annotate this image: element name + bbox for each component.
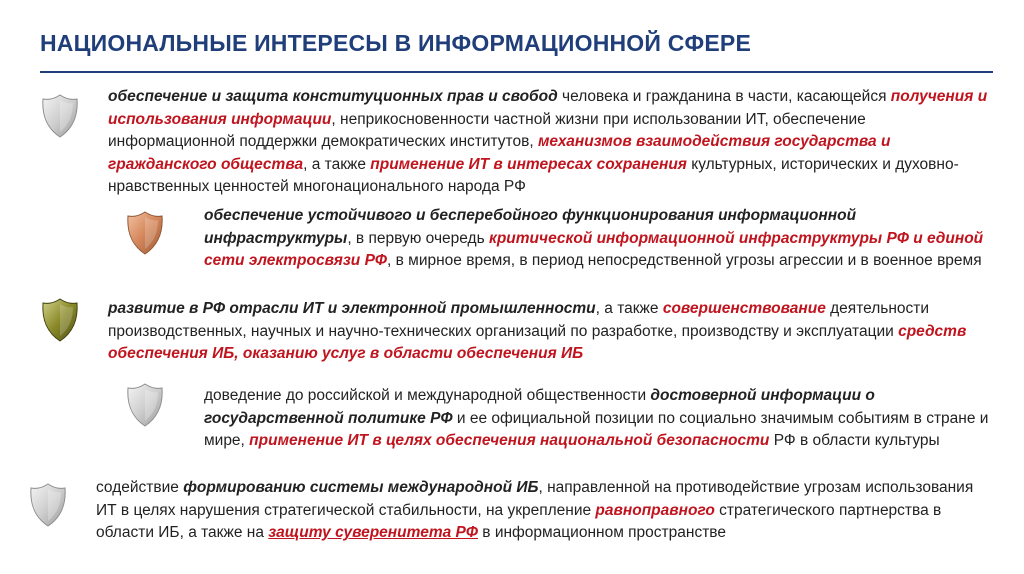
item-text-segment: развитие в РФ отрасли ИТ и электронной промышленности [108, 300, 596, 317]
item-text-segment: , а также [595, 300, 663, 317]
interest-item-5 [96, 477, 976, 545]
slide-title: НАЦИОНАЛЬНЫЕ ИНТЕРЕСЫ В ИНФОРМАЦИОННОЙ СФЕРЕ [40, 30, 751, 56]
item-text-segment: стратегического партнерства в области ИБ, а также на [96, 501, 942, 541]
item-text-segment: применение ИТ в целях обеспечения национальной безопасности [249, 432, 770, 449]
item-text-segment: культурных, исторических и духовно-нравственных ценностей многонационального народа РФ [108, 155, 959, 195]
gold-shield-icon [40, 297, 80, 343]
item-text-segment: , а также [303, 155, 371, 173]
item-text-segment: , в первую очередь [347, 229, 489, 247]
title-divider [40, 71, 993, 73]
silver-shield-icon [40, 93, 80, 139]
item-text-segment: и ее официальной позиции по социально значимым событиям в стране и мире, [204, 409, 989, 449]
item-text-segment: формированию системы международной ИБ [183, 479, 539, 496]
item-text-segment: средств обеспечения ИБ, оказанию услуг в области обеспечения ИБ [108, 322, 967, 362]
item-text-segment: человека и гражданина в части, касающейся [557, 88, 891, 105]
item-text-segment: обеспечение и защита конституционных прав и свобод [108, 88, 558, 105]
item-text-segment: в информационном пространстве [477, 524, 726, 541]
item-text-segment: , в мирное время, в период непосредственной угрозы агрессии и в военное время [387, 252, 982, 269]
item-text-segment: применение ИТ в интересах сохранения [370, 155, 687, 173]
interest-item-4 [204, 385, 994, 453]
item-text-segment: , неприкосновенности частной жизни при использовании ИТ, обеспечение информационной поддержки демократических институтов, [108, 110, 866, 150]
item-text-segment: механизмов взаимодействия государства и гражданского общества [108, 133, 891, 173]
silver-shield-icon [28, 482, 68, 528]
silver-shield-icon [125, 382, 165, 428]
item-text-segment: равноправного [595, 501, 715, 519]
item-text-segment: критической информационной инфраструктуры РФ и единой сети электросвязи РФ [204, 229, 984, 269]
item-text-segment: обеспечение устойчивого и бесперебойного функционирования информационной инфраструктуры [204, 207, 857, 247]
item-text-segment: содействие [96, 479, 184, 496]
interest-item-3 [108, 298, 988, 366]
copper-shield-icon [125, 210, 165, 256]
item-text-segment: получения и использования информации [108, 88, 988, 128]
item-text-segment: защиту суверенитета РФ [268, 524, 478, 541]
item-text-segment: РФ в области культуры [769, 432, 940, 449]
item-text-segment: , направленной на противодействие угрозам использования ИТ в целях нарушения стратегической стабильности, на укрепление [96, 479, 974, 519]
item-text-segment: деятельности производственных, научных и научно-технических организаций по разработке, производству и эксплуатации [108, 300, 930, 340]
item-text-segment: доведение до российской и международной общественности [204, 387, 651, 404]
interest-item-1 [108, 86, 988, 199]
interest-item-2 [204, 205, 994, 273]
item-text-segment: совершенствование [662, 300, 826, 317]
item-text-segment: достоверной информации о государственной политике РФ [204, 387, 875, 427]
